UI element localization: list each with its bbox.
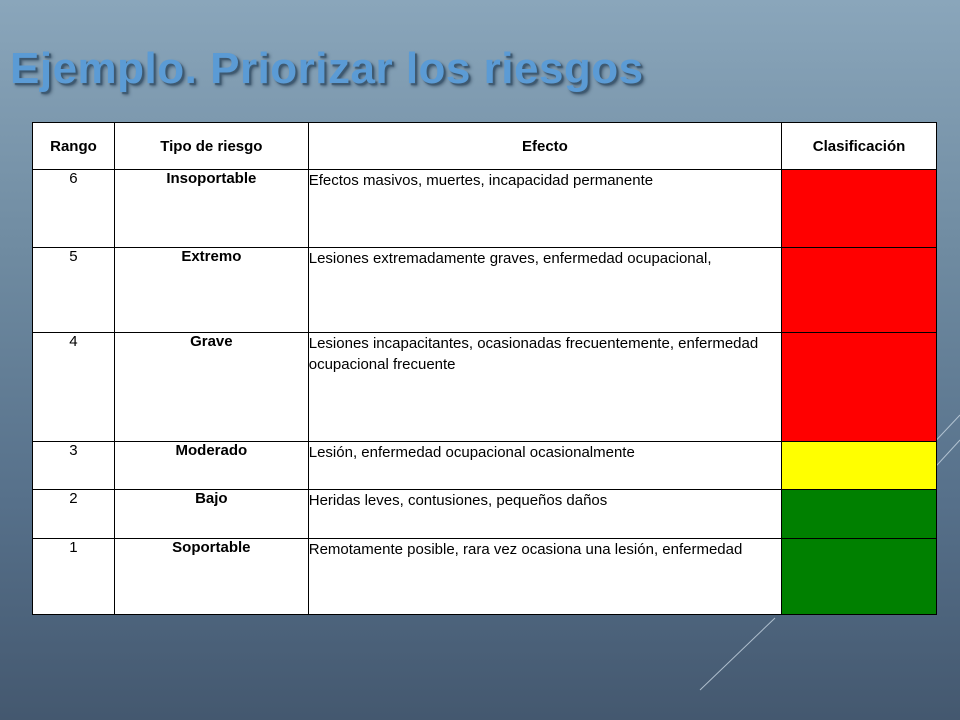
tipo-cell: Bajo [114,490,308,539]
header-efecto: Efecto [308,123,781,170]
efecto-cell: Efectos masivos, muertes, incapacidad permanente [308,170,781,248]
clasificacion-swatch [782,333,937,442]
rango-cell: 5 [33,248,115,333]
tipo-cell: Moderado [114,442,308,490]
tipo-cell: Extremo [114,248,308,333]
clasificacion-swatch [782,490,937,539]
efecto-cell: Lesiones extremadamente graves, enfermedad ocupacional, [308,248,781,333]
efecto-cell: Lesiones incapacitantes, ocasionadas frecuentemente, enfermedad ocupacional frecuente [308,333,781,442]
table-row [33,442,937,490]
efecto-cell: Lesión, enfermedad ocupacional ocasionalmente [308,442,781,490]
rango-cell: 6 [33,170,115,248]
header-rango: Rango [33,123,115,170]
table-row [33,539,937,615]
table-row [33,333,937,442]
table-row [33,490,937,539]
tipo-cell: Soportable [114,539,308,615]
header-tipo-de-riesgo: Tipo de riesgo [114,123,308,170]
rango-cell: 1 [33,539,115,615]
efecto-cell: Remotamente posible, rara vez ocasiona una lesión, enfermedad [308,539,781,615]
table-row [33,248,937,333]
clasificacion-swatch [782,170,937,248]
clasificacion-swatch [782,442,937,490]
table-row [33,170,937,248]
rango-cell: 4 [33,333,115,442]
header-clasificacion: Clasificación [782,123,937,170]
tipo-cell: Grave [114,333,308,442]
clasificacion-swatch [782,248,937,333]
slide-title: Ejemplo. Priorizar los riesgos [10,44,644,93]
rango-cell: 3 [33,442,115,490]
clasificacion-swatch [782,539,937,615]
tipo-cell: Insoportable [114,170,308,248]
risk-table [32,122,937,615]
rango-cell: 2 [33,490,115,539]
efecto-cell: Heridas leves, contusiones, pequeños daños [308,490,781,539]
table-header-row [33,123,937,170]
